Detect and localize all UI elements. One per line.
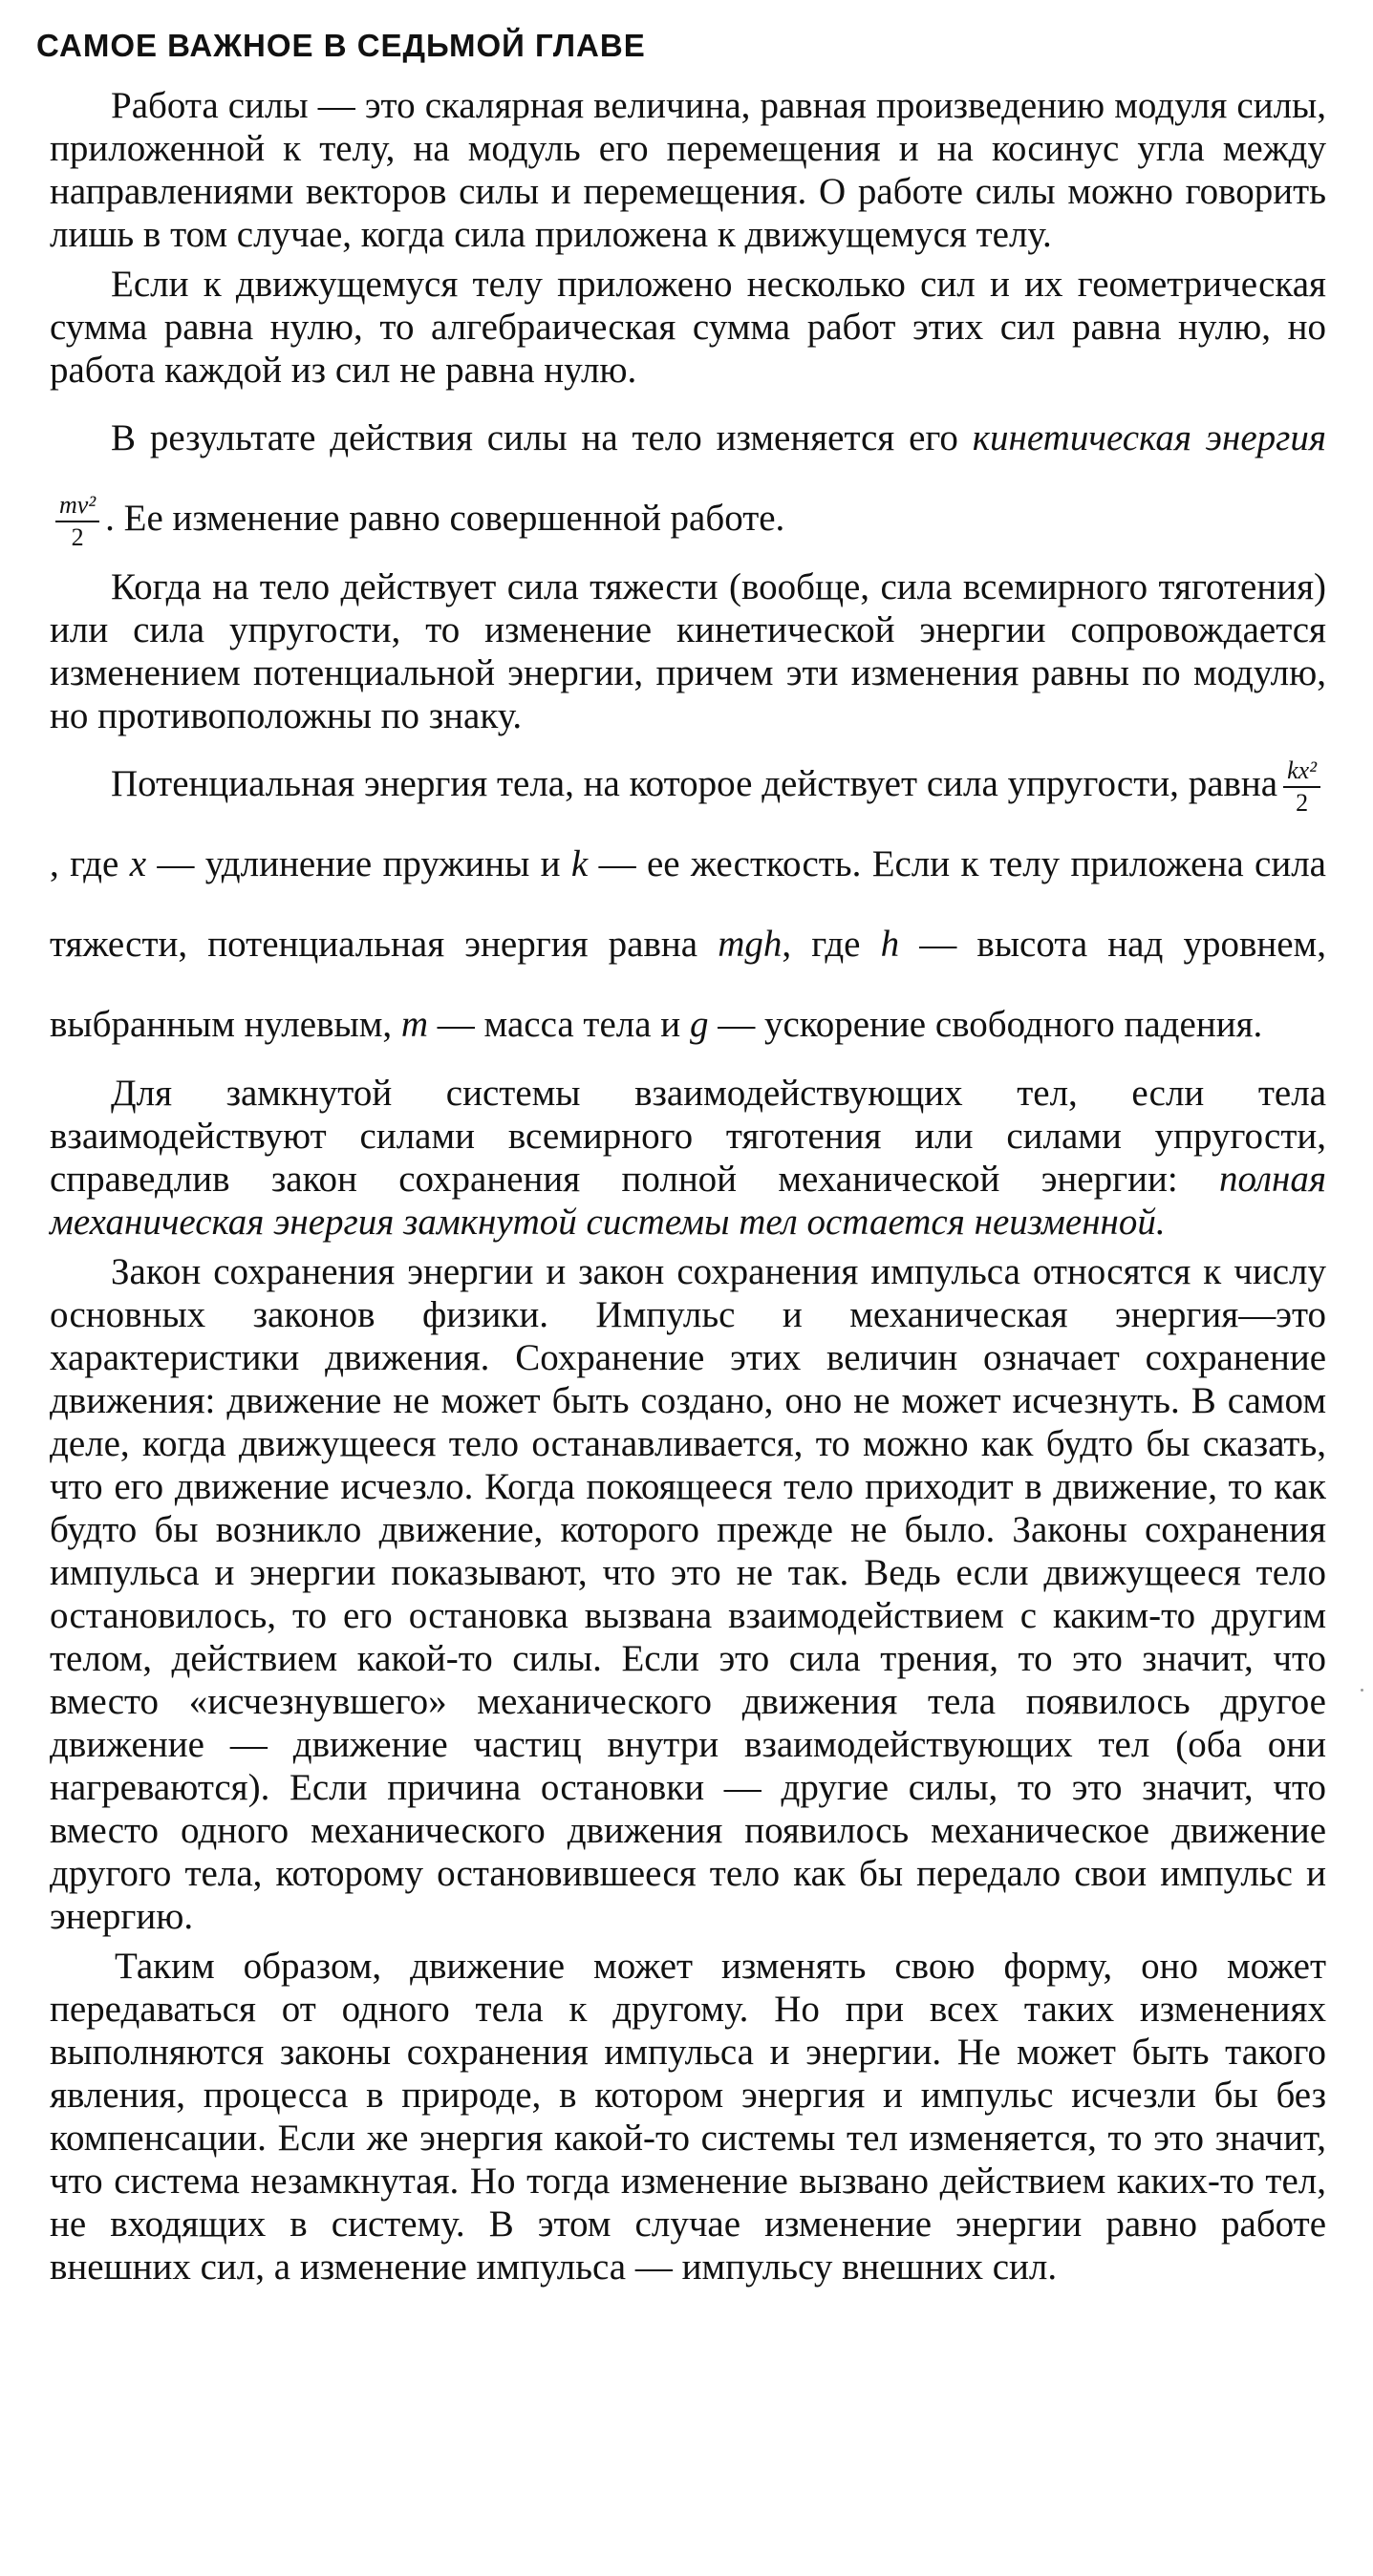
paragraph-conclusion: Таким образом, движение может изменять свою форму, оно может передаваться от одного тела к другому. Но при всех таких изменениях выполняются законы сохранения импульса и энергии. Не может быть такого явления, процесса в природе, в котором энергия и импульс исчезли бы без компенсации. Если же энергия какой-то системы тел изменяется, то это значит, что система незамкнутая. Но тогда изменение вызвано действием каких-то тел, не входящих в систему. В этом случае изменение энергии равно работе внешних сил, а изменение импульса — импульсу внешних сил. (50, 1946, 1326, 2288)
text-run: — ускорение свободного падения. (708, 1004, 1263, 1045)
variable-x: x (129, 843, 147, 884)
text-run: — высота над уровнем, выбранным нулевым, (50, 924, 1326, 1045)
variable-k: k (570, 843, 589, 884)
potential-lead: Потенциальная энергия тела, на которое действует сила упругости, равна (111, 763, 1278, 804)
section-heading: САМОЕ ВАЖНОЕ В СЕДЬМОЙ ГЛАВЕ (36, 28, 646, 63)
kinetic-energy-formula (55, 493, 99, 550)
conservation-law-statement: полная механическая энергия замкнутой системы тел остается неизменной. (50, 1159, 1326, 1243)
elastic-energy-formula (1283, 758, 1320, 816)
conservation-lead: Для замкнутой системы взаимодействующих тел, если тела взаимодействуют силами всемирного тяготения или силами упругости, справедлив закон сохранения полной механической энергии: (50, 1073, 1326, 1200)
paragraph-kinetic-energy (50, 398, 1326, 559)
paragraph-conservation-law (50, 1072, 1326, 1244)
kinetic-energy-term: кинетическая энергия (972, 417, 1326, 458)
paragraph-potential-energy (50, 744, 1326, 1065)
text-run: — масса тела и (428, 1004, 690, 1045)
paragraph-work-definition: Работа силы — это скалярная величина, равная произведению модуля силы, приложенной к телу, на модуль его перемещения и на косинус угла между направлениями векторов силы и перемещения. О работе силы можно говорить лишь в том случае, когда сила приложена к движущемуся телу. (50, 85, 1326, 255)
margin-speck (1361, 1689, 1363, 1692)
paragraph-potential-change: Когда на тело действует сила тяжести (вообще, сила всемирного тяготения) или сила упругости, то изменение кинетической энергии сопровождается изменением потенциальной энергии, причем эти изменения равны по модулю, но противоположны по знаку. (50, 566, 1326, 736)
formula-numerator: kx² (1283, 758, 1320, 788)
formula-denominator: 2 (1296, 789, 1309, 818)
paragraph-net-force-work: Если к движущемуся телу приложено несколько сил и их геометрическая сумма равна нулю, то алгебраическая сумма работ этих сил равна нулю, но работа каждой из сил не равна нулю. (50, 264, 1326, 391)
text-run: — ее жесткость. Если к телу приложена сила тяжести, потенциальная энергия равна (50, 843, 1326, 965)
body-text (50, 84, 1326, 2295)
paragraph-momentum-energy: Закон сохранения энергии и закон сохранения импульса относятся к числу основных законов физики. Импульс и механическая энергия—это характеристики движения. Сохранение этих величин означает сохранение движения: движение не может быть создано, оно не может исчезнуть. В самом деле, когда движущееся тело останавливается, то можно как будто бы сказать, что его движение исчезло. Когда покоящееся тело приходит в движение, то как будто бы возникло движение, которого прежде не было. Законы сохранения импульса и энергии показывают, что это не так. Ведь если движущееся тело остановилось, то его остановка вызвана взаимодействием с каким-то другим телом, действием какой-то силы. Если это сила трения, то это значит, что вместо «исчезнувшего» механического движения тела появилось другое движение — движение частиц внутри взаимодействующих тел (оба они нагреваются). Если причина остановки — другие силы, то это значит, что вместо одного механического движения появилось механическое движение другого тела, которому остановившееся тело как бы передало свои импульс и энергию. (50, 1251, 1326, 1937)
text-run: , где (782, 924, 881, 965)
formula-denominator: 2 (71, 523, 84, 552)
formula-numerator: mv² (55, 493, 99, 522)
variable-m: m (400, 1004, 429, 1045)
kinetic-lead: В результате действия силы на тело изменяется его (111, 417, 973, 458)
kinetic-tail: . Ее изменение равно совершенной работе. (105, 498, 785, 539)
variable-g: g (689, 1004, 709, 1045)
text-run: , где (50, 843, 130, 884)
text-run: — удлинение пружины и (146, 843, 571, 884)
variable-mgh: mgh (718, 924, 783, 965)
variable-h: h (880, 924, 900, 965)
